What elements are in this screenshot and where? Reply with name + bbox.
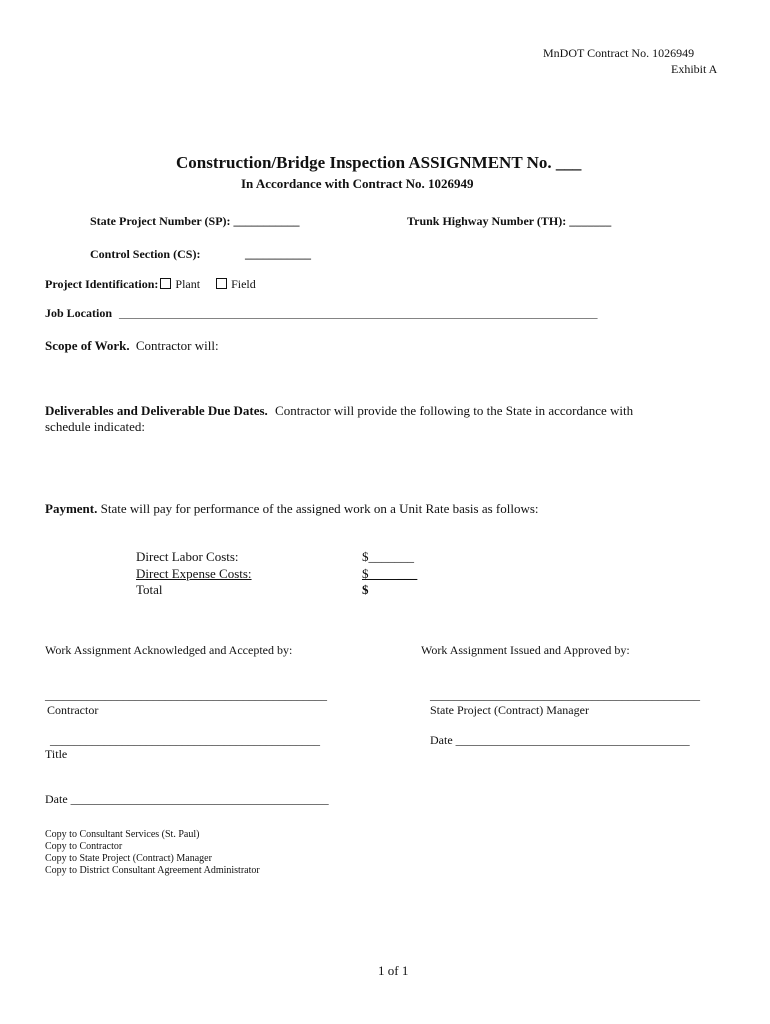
deliverables-line2: schedule indicated:	[45, 419, 145, 434]
manager-date-field: Date _______________________________________	[430, 733, 690, 747]
contract-number: MnDOT Contract No. 1026949	[543, 46, 695, 60]
contractor-label: Contractor	[47, 703, 99, 717]
deliverables-text: Contractor will provide the following to the State in accordance with	[275, 403, 634, 418]
page-number: 1 of 1	[378, 963, 409, 978]
job-location-row	[45, 306, 598, 321]
project-identification-label: Project Identification:	[45, 277, 159, 291]
deliverables-heading: Deliverables and Deliverable Due Dates.	[45, 403, 268, 418]
deliverables-line1	[45, 403, 633, 419]
manager-label: State Project (Contract) Manager	[430, 703, 589, 717]
control-section-blank: ___________	[245, 247, 311, 261]
copy-line: Copy to District Consultant Agreement Administrator	[45, 865, 260, 876]
scope-text: Contractor will:	[135, 338, 219, 353]
state-project-number-field: State Project Number (SP): ___________	[90, 214, 300, 228]
field-checkbox[interactable]	[216, 278, 227, 289]
scope-heading: Scope of Work.	[45, 338, 130, 353]
plant-checkbox[interactable]	[160, 278, 171, 289]
payment-heading: Payment.	[45, 501, 98, 516]
copy-line: Copy to State Project (Contract) Manager	[45, 853, 212, 864]
field-label: Field	[231, 277, 256, 291]
manager-signature-line: _____________________________________________	[430, 688, 700, 702]
payment-paragraph	[45, 501, 539, 517]
job-location-line: _______________________________________________________________________________________	[119, 308, 598, 320]
copy-line: Copy to Consultant Services (St. Paul)	[45, 829, 200, 840]
plant-label: Plant	[175, 277, 201, 291]
page-title: Construction/Bridge Inspection ASSIGNMENT No. ___	[176, 153, 582, 172]
direct-labor-value: $_______	[362, 549, 414, 564]
payment-text: State will pay for performance of the assigned work on a Unit Rate basis as follows:	[100, 501, 539, 516]
trunk-highway-number-field: Trunk Highway Number (TH): _______	[407, 214, 612, 228]
control-section-label: Control Section (CS):	[90, 247, 201, 261]
left-signature-heading: Work Assignment Acknowledged and Accepted by:	[45, 643, 293, 657]
project-identification-row	[45, 277, 256, 292]
direct-labor-label: Direct Labor Costs:	[136, 549, 239, 564]
direct-expense-label: Direct Expense Costs:	[136, 566, 252, 581]
exhibit-label: Exhibit A	[671, 62, 718, 76]
direct-expense-value: $ ___	[362, 566, 418, 581]
job-location-label: Job Location	[45, 306, 113, 320]
contractor-signature-line: _______________________________________________	[45, 688, 327, 702]
page-subtitle: In Accordance with Contract No. 1026949	[241, 176, 474, 191]
title-label: Title	[45, 747, 68, 761]
scope-of-work	[45, 338, 219, 354]
title-signature-line: _____________________________________________	[50, 733, 320, 747]
copy-line: Copy to Contractor	[45, 841, 123, 852]
total-label: Total	[136, 582, 163, 597]
contractor-date-field: Date ___________________________________________	[45, 792, 329, 806]
total-value: $	[362, 582, 369, 597]
right-signature-heading: Work Assignment Issued and Approved by:	[421, 643, 630, 657]
